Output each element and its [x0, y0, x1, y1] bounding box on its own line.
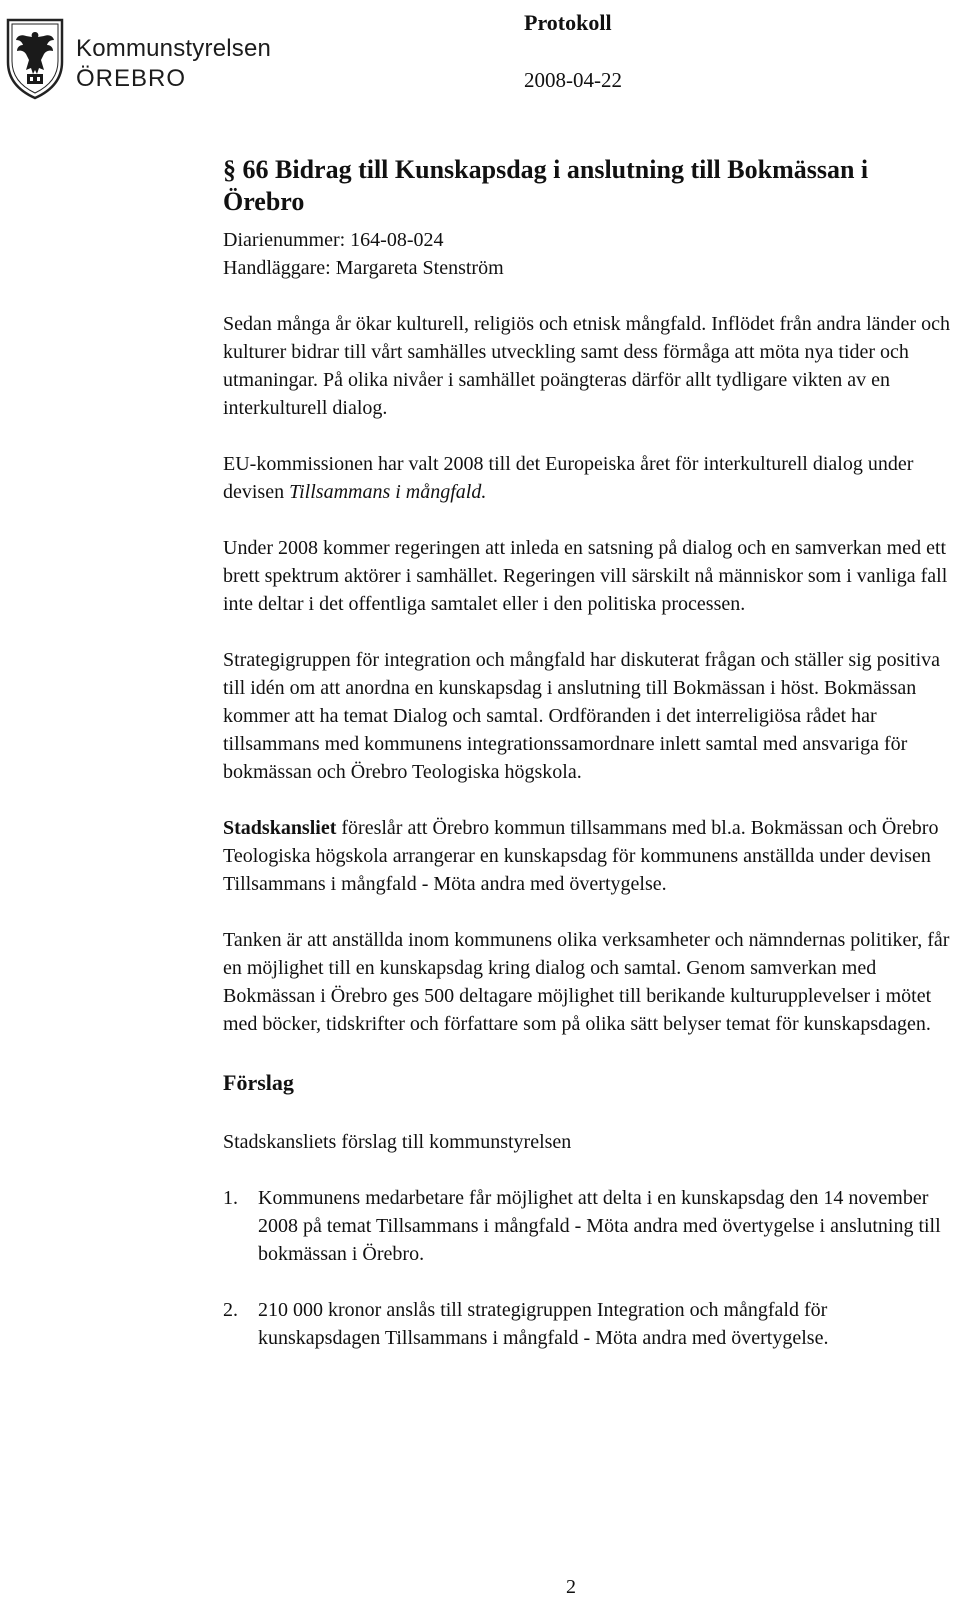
section-title: § 66 Bidrag till Kunskapsdag i anslutning till Bokmässan i Örebro — [223, 155, 869, 216]
list-item — [223, 1184, 953, 1268]
case-metadata — [223, 226, 953, 282]
logo-line-city: ÖREBRO — [76, 65, 187, 92]
document-date: 2008-04-22 — [524, 68, 622, 92]
document-type: Protokoll — [524, 10, 612, 35]
forslag-heading: Förslag — [223, 1070, 294, 1095]
list-item-number: 2. — [223, 1299, 238, 1321]
paragraph-eu — [223, 450, 953, 506]
list-item-number: 1. — [223, 1187, 238, 1209]
paragraph-eu-text: EU-kommissionen har valt 2008 till det Europeiska året för interkulturell dialog under devisen — [223, 453, 914, 503]
paragraph-idea: Tanken är att anställda inom kommunens olika verksamheter och nämndernas politiker, får en möjlighet till en kunskapsdag kring dialog och samtal. Genom samverkan med Bokmässan i Örebro ges 500 deltagare möjlighet till berikande kulturupplevelser i mötet med böcker, tidskrifter och författare som på olika sätt belyser temat för kunskapsdagen. — [223, 929, 950, 1035]
coat-of-arms-icon — [4, 14, 66, 100]
kommunstyrelsen-logo — [4, 14, 304, 104]
page-number: 2 — [566, 1576, 576, 1598]
list-item — [223, 1296, 953, 1352]
document-body — [223, 154, 953, 1380]
paragraph-strategy-group: Strategigruppen för integration och mångfald har diskuterat frågan och ställer sig positiva till idén om att anordna en kunskapsdag i anslutning till Bokmässan i höst. Bokmässan kommer att ha temat Dialog och samtal. Ordföranden i det interreligiösa rådet har tillsammans med kommunens integrationssamordnare inlett samtal med ansvariga för bokmässan och Örebro Teologiska högskola. — [223, 649, 941, 783]
logo-line-organization: Kommunstyrelsen — [76, 35, 272, 62]
diarienummer: Diarienummer: 164-08-024 — [223, 229, 444, 251]
paragraph-government: Under 2008 kommer regeringen att inleda en satsning på dialog och en samverkan med ett brett spektrum aktörer i samhället. Regeringen vill särskilt nå människor som i vanliga fall inte deltar i det offentliga samtalet eller i den politiska processen. — [223, 537, 948, 615]
list-item-text: 210 000 kronor anslås till strategigruppen Integration och mångfald för kunskapsdagen Tillsammans i mångfald - Möta andra med övertygelse. — [258, 1299, 829, 1349]
forslag-intro: Stadskansliets förslag till kommunstyrelsen — [223, 1131, 572, 1153]
logo-wordmark — [76, 34, 271, 94]
handlaggare: Handläggare: Margareta Stenström — [223, 257, 504, 279]
paragraph-background: Sedan många år ökar kulturell, religiös och etnisk mångfald. Inflödet från andra länder och kulturer bidrar till vårt samhälles utveckling samt dess förmåga att möta nya tider och utmaningar. På olika nivåer i samhället poängteras därför allt tydligare vikten av en interkulturell dialog. — [223, 313, 950, 419]
paragraph-eu-motto: Tillsammans i mångfald. — [289, 481, 487, 503]
page-header — [0, 0, 960, 110]
paragraph-proposal-label: Stadskansliet — [223, 817, 337, 839]
forslag-list — [223, 1184, 953, 1352]
list-item-text: Kommunens medarbetare får möjlighet att delta i en kunskapsdag den 14 november 2008 på temat Tillsammans i mångfald - Möta andra med övertygelse i anslutning till bokmässan i Örebro. — [258, 1187, 941, 1265]
paragraph-proposal-text: föreslår att Örebro kommun tillsammans med bl.a. Bokmässan och Örebro Teologiska högskola arrangerar en kunskapsdag för kommunens anställda under devisen Tillsammans i mångfald - Möta andra med övertygelse. — [223, 817, 939, 895]
paragraph-proposal — [223, 814, 953, 898]
